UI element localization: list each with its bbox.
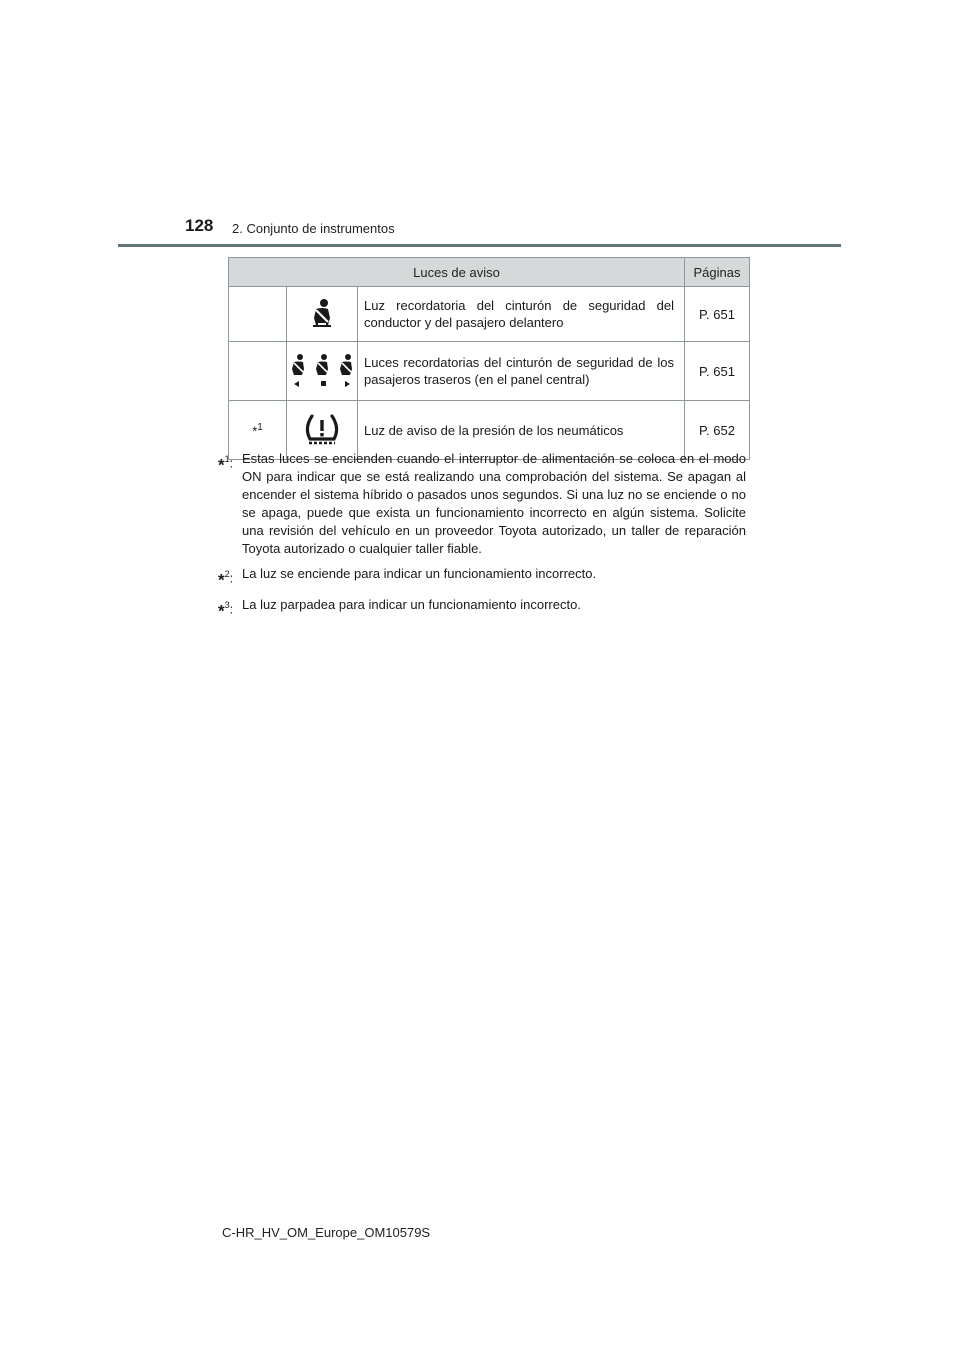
row-mark-sup: 1 <box>257 421 263 433</box>
row-description: Luz recordatoria del cinturón de seguridad del conductor y del pasajero delantero <box>358 287 685 342</box>
footnote <box>218 596 746 620</box>
section-title: 2. Conjunto de instrumentos <box>232 221 395 236</box>
row-mark <box>229 342 287 401</box>
footnote-text: Estas luces se encienden cuando el interruptor de alimentación se coloca en el modo ON para indicar que se está realizando una comprobación del sistema. Se apagan al encender el sistema híbrido o pasados unos segundos. Si una luz no se enciende o no se apaga, puede que exista un funcionamiento incorrecto en algún sistema. Solicite una revisión del vehículo en un proveedor Toyota autorizado, un taller de reparación Toyota autorizado o cualquier taller fiable. <box>242 451 746 556</box>
row-page-ref: P. 651 <box>685 287 750 342</box>
footnote <box>218 450 746 558</box>
row-description: Luces recordatorias del cinturón de seguridad de los pasajeros traseros (en el panel central) <box>358 342 685 401</box>
document-id: C-HR_HV_OM_Europe_OM10579S <box>222 1225 431 1240</box>
warning-lights-table <box>228 257 750 460</box>
header-warning-lights: Luces de aviso <box>229 258 685 287</box>
page-number: 128 <box>185 216 214 235</box>
row-page-ref: P. 651 <box>685 342 750 401</box>
footnote-marker: *$^3$: <box>218 600 234 621</box>
table-row <box>229 342 750 401</box>
rear-seatbelt-reminder-icon <box>287 342 358 401</box>
header-divider <box>118 244 841 247</box>
footnote-text: La luz se enciende para indicar un funcionamiento incorrecto. <box>242 566 597 581</box>
footnote-marker: *$^1$: <box>218 454 234 475</box>
footnote-text: La luz parpadea para indicar un funcionamiento incorrecto. <box>242 597 581 613</box>
header-pages: Páginas <box>685 258 750 287</box>
table-header-row <box>229 258 750 287</box>
row-page-ref: P. 652 <box>685 401 750 460</box>
footnote <box>218 565 746 589</box>
row-mark <box>229 287 287 342</box>
footnote-marker: *$^2$: <box>218 569 234 590</box>
row-mark-star: * <box>252 423 258 439</box>
seatbelt-reminder-icon <box>287 287 358 342</box>
row-description: Luz de aviso de la presión de los neumáticos <box>358 401 685 460</box>
table-row <box>229 287 750 342</box>
footnotes <box>218 450 746 628</box>
